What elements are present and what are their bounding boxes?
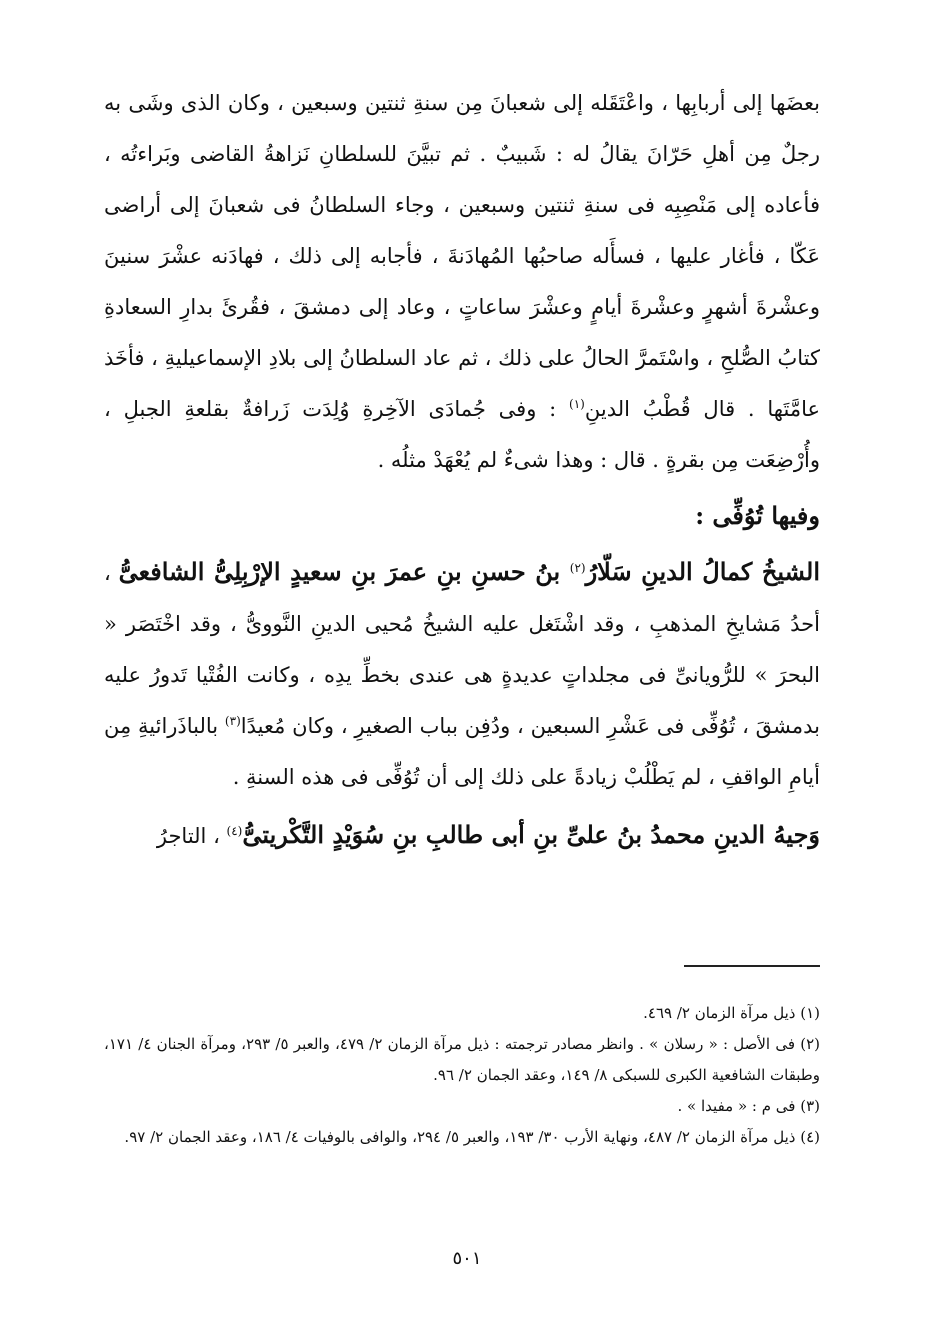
footnote-ref-3: (٣) [224,714,241,728]
footnote-4: (٤) ذيل مرآة الزمان ٢/ ٤٨٧، ونهاية الأرب ٣٠/ ١٩٣، والعبر ٥/ ٢٩٤، والوافى بالوفيات ٤/ ١٨٦، وعقد الجمان ٢/ ٩٧. [124,1128,820,1146]
footnote-ref-4: (٤) [226,824,243,838]
footnote-ref-2: (٢) [569,561,586,575]
footnote-ref-1: (١) [569,397,585,411]
entry-2-text: ، التاجرُ [156,824,227,848]
entry-1-name-part-a: الشيخُ كمالُ الدينِ سَلّارُ [585,557,820,586]
paragraph-1-continuation: : وفى جُمادَى الآخِرةِ وُلِدَت زَرافةٌ بقلعةِ الجبلِ ، وأُرْضِعَت مِن بقرةٍ . قال : وهذا شىءٌ لم يُعْهَدْ مثلُه . [104,397,820,472]
biography-entry-2 [104,809,820,862]
entry-1-text-a: ، أحدُ مَشايخِ المذهبِ ، وقد اشْتَغل عليه الشيخُ مُحيى الدينِ النَّووىُّ ، وقد اخْتَصَر « البحرَ » للرُّويانىِّ فى مجلداتٍ عديدةٍ هى عندى بخطِّ يدِه ، وكانت الفُتْيا تَدورُ عليه بدمشقَ ، تُوُفِّى فى عَشْرِ السبعين ، ودُفِن بباب الصغيرِ ، وكان مُعيدًا [104,561,820,738]
footnotes [104,998,820,1153]
section-heading: وفيها تُوُفِّى : [695,501,820,530]
page-number: ٥٠١ [452,1248,482,1269]
paragraph-1 [104,78,820,486]
paragraph-1-text: بعضَها إلى أربابِها ، واعْتَقَله إلى شعبانَ مِن سنةِ ثنتين وسبعين ، وكان الذى وشَى به رجلٌ مِن أهلِ حَرّانَ يقالُ له : شَبيبٌ . ثم تبيَّنَ للسلطانِ نَزاهةُ القاضى وبَراءتُه ، فأعاده إلى مَنْصِبِه فى سنةِ ثنتين وسبعين ، وجاء السلطانُ فى شعبانَ إلى أراضى عَكّا ، فأغار عليها ، فسأَله صاحبُها المُهادَنةَ ، فأجابه إلى ذلك ، فهادَنه عشْرَ سنينَ وعشْرةَ أشهرٍ وعشْرةَ أيامٍ وعشْرَ ساعاتٍ ، وعاد إلى دمشقَ ، فقُرئَ بدارِ السعادةِ كتابُ الصُّلحِ ، واسْتَمرَّ الحالُ على ذلك ، ثم عاد السلطانُ إلى بلادِ الإسماعيليةِ ، فأخَذ عامَّتَها . قال قُطْبُ الدينِ [104,91,820,421]
footnote-2: (٢) فى الأصل : « رسلان » . وانظر مصادر ترجمته : ذيل مرآة الزمان ٢/ ٤٧٩، والعبر ٥/ ٢٩٣، ومرآة الجنان ٤/ ١٧١، وطبقات الشافعية الكبرى للسبكى ٨/ ١٤٩، وعقد الجمان ٢/ ٩٦. [104,1035,821,1084]
footnote-3: (٣) فى م : « مفيدا » . [677,1097,820,1115]
entry-1-text-b: بالباذَرائيةِ مِن أيامِ الواقفِ ، لم يَطْلُبْ زيادةً على ذلك إلى أن تُوُفِّى فى هذه السنةِ . [104,714,820,789]
main-text [104,78,820,862]
entry-2-name: وَجيهُ الدينِ محمدُ بنُ علىِّ بنِ أبى طالبِ بنِ سُوَيْدٍ التَّكْريتىُّ [242,820,820,849]
biography-entry-1 [104,546,820,803]
footnote-separator [684,965,820,967]
entry-1-name-part-b: بنُ حسنِ بنِ عمرَ بنِ سعيدٍ الإرْبِلِىُّ الشافعىُّ [118,557,570,586]
footnote-1: (١) ذيل مرآة الزمان ٢/ ٤٦٩. [643,1004,820,1022]
